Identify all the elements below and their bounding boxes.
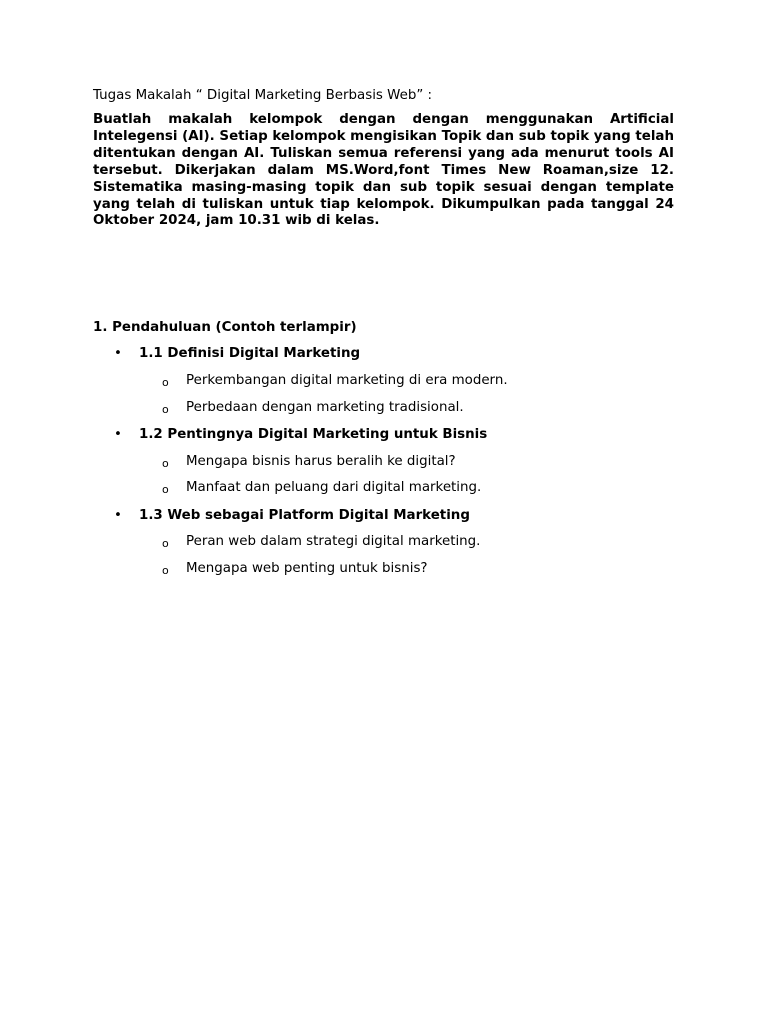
list-item: [162, 479, 482, 497]
section-heading: 1. Pendahuluan (Contoh terlampir): [93, 320, 357, 335]
subsection-label: 1.2 Pentingnya Digital Marketing untuk Bisnis: [139, 427, 488, 442]
bullet-icon: •: [114, 346, 122, 361]
point-text: Mengapa bisnis harus beralih ke digital?: [186, 454, 456, 469]
list-item: [162, 453, 456, 471]
list-item: [162, 399, 464, 417]
list-item: [162, 372, 508, 390]
list-item: [162, 533, 481, 551]
circle-bullet-icon: o: [162, 537, 169, 550]
point-text: Perbedaan dengan marketing tradisional.: [186, 400, 464, 415]
circle-bullet-icon: o: [162, 376, 169, 389]
subsection-item: [114, 426, 488, 444]
subsection-label: 1.3 Web sebagai Platform Digital Marketing: [139, 508, 470, 523]
circle-bullet-icon: o: [162, 564, 169, 577]
document-title: Tugas Makalah “ Digital Marketing Berbasis Web” :: [93, 88, 433, 103]
subsection-label: 1.1 Definisi Digital Marketing: [139, 346, 361, 361]
circle-bullet-icon: o: [162, 457, 169, 470]
point-text: Perkembangan digital marketing di era modern.: [186, 373, 508, 388]
bullet-icon: •: [114, 508, 122, 523]
circle-bullet-icon: o: [162, 483, 169, 496]
point-text: Manfaat dan peluang dari digital marketing.: [186, 480, 482, 495]
subsection-item: [114, 507, 470, 525]
point-text: Peran web dalam strategi digital marketing.: [186, 534, 481, 549]
subsection-item: [114, 345, 361, 363]
assignment-instructions: Buatlah makalah kelompok dengan dengan menggunakan Artificial Intelegensi (AI). Setiap kelompok mengisikan Topik dan sub topik yang telah ditentukan dengan AI. Tuliskan semua referensi yang ada menurut tools AI tersebut. Dikerjakan dalam MS.Word,font Times New Roaman,size 12. Sistematika masing-masing topik dan sub topik sesuai dengan template yang telah di tuliskan untuk tiap kelompok. Dikumpulkan pada tanggal 24 Oktober 2024, jam 10.31 wib di kelas.: [93, 112, 674, 229]
list-item: [162, 560, 428, 578]
circle-bullet-icon: o: [162, 403, 169, 416]
bullet-icon: •: [114, 427, 122, 442]
point-text: Mengapa web penting untuk bisnis?: [186, 561, 428, 576]
